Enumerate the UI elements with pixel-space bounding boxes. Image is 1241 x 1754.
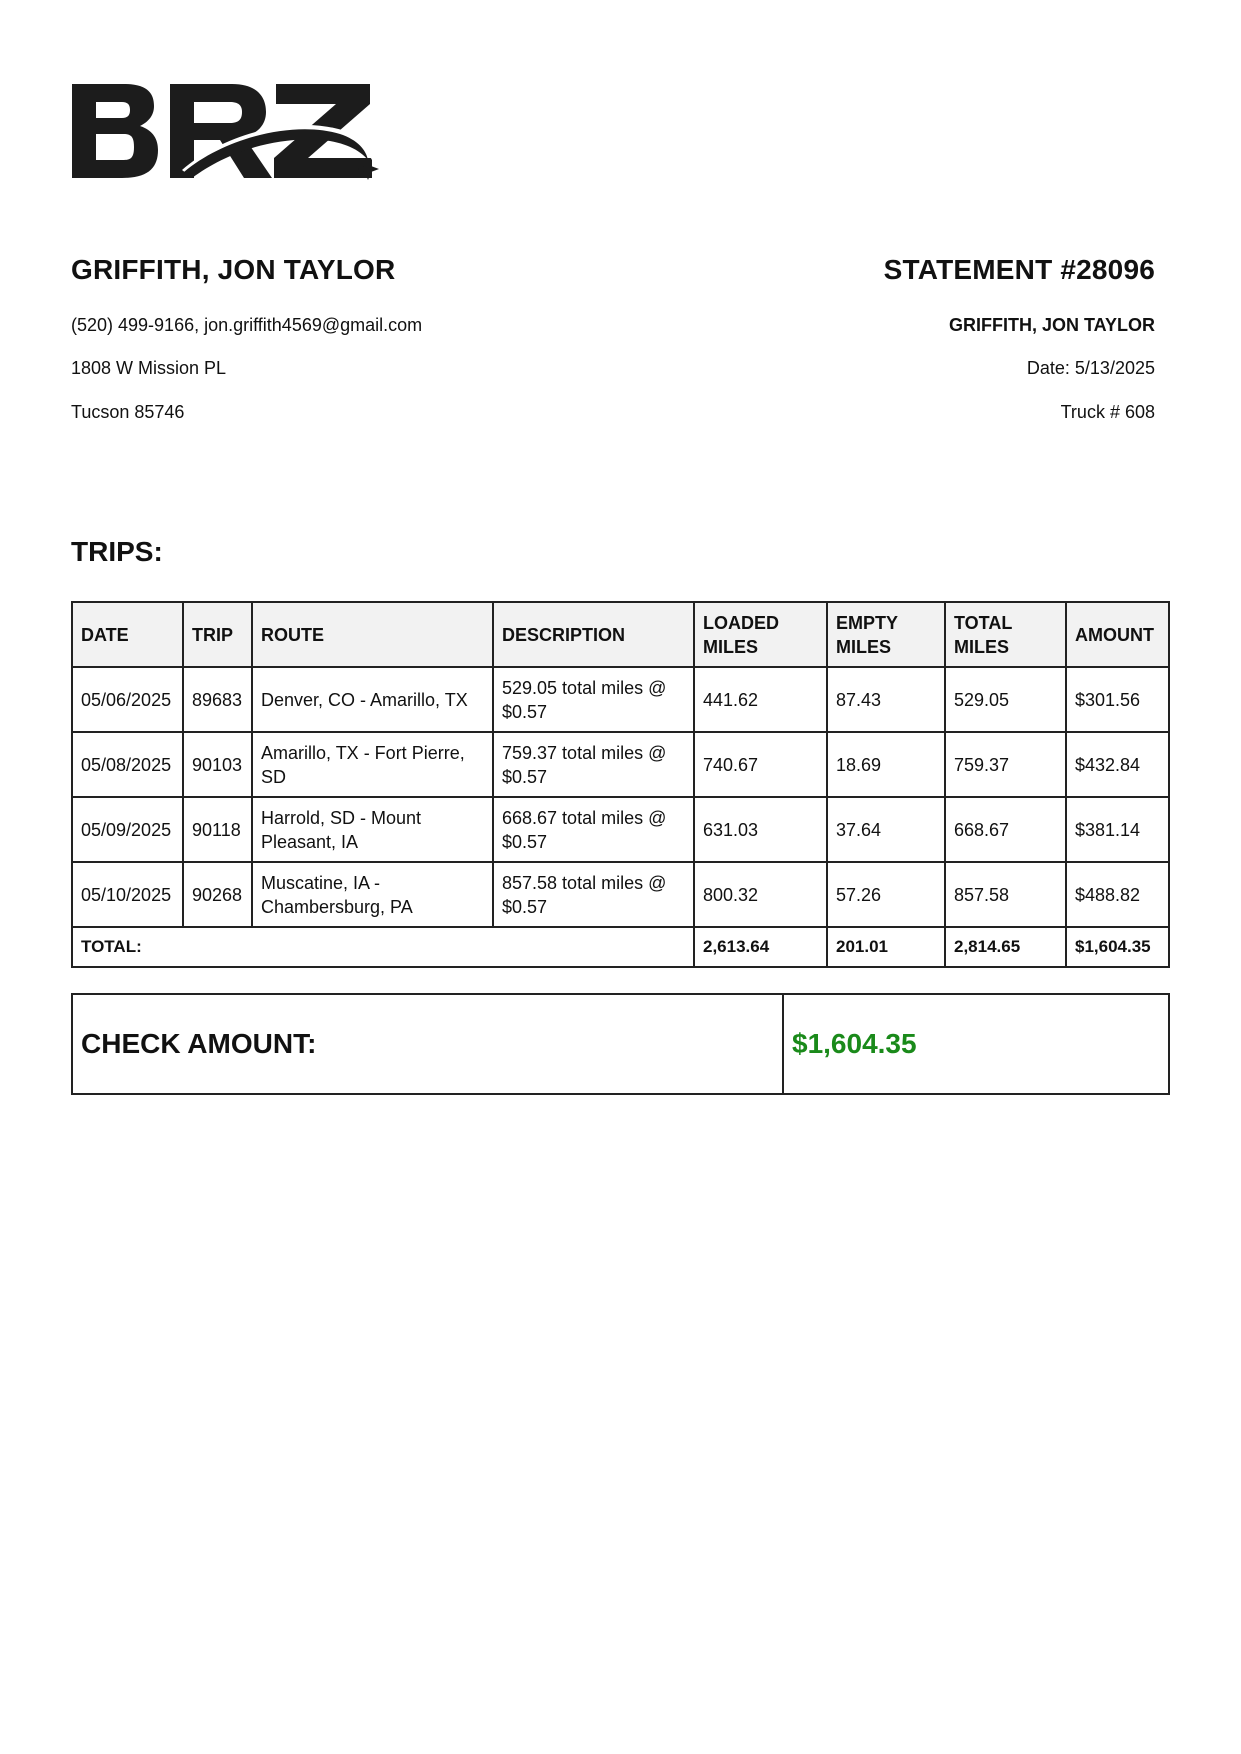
- cell-date: 05/08/2025: [72, 732, 183, 797]
- total-loaded-miles: 2,613.64: [694, 927, 827, 967]
- cell-description: 857.58 total miles @ $0.57: [493, 862, 694, 927]
- cell-description: 668.67 total miles @ $0.57: [493, 797, 694, 862]
- cell-total-miles: 529.05: [945, 667, 1066, 732]
- cell-date: 05/09/2025: [72, 797, 183, 862]
- header-description: DESCRIPTION: [493, 602, 694, 667]
- cell-description: 529.05 total miles @ $0.57: [493, 667, 694, 732]
- table-row: [72, 862, 1169, 927]
- statement-title: STATEMENT #28096: [883, 254, 1155, 285]
- cell-route: Harrold, SD - Mount Pleasant, IA: [252, 797, 493, 862]
- table-header-row: [72, 602, 1169, 667]
- cell-trip: 90103: [183, 732, 252, 797]
- table-row: [72, 732, 1169, 797]
- cell-total-miles: 857.58: [945, 862, 1066, 927]
- cell-loaded-miles: 631.03: [694, 797, 827, 862]
- table-total-row: [72, 927, 1169, 967]
- cell-total-miles: 668.67: [945, 797, 1066, 862]
- cell-loaded-miles: 740.67: [694, 732, 827, 797]
- header-loaded-miles: LOADED MILES: [694, 602, 827, 667]
- header-date: DATE: [72, 602, 183, 667]
- cell-amount: $381.14: [1066, 797, 1169, 862]
- trips-heading: TRIPS:: [71, 536, 163, 567]
- cell-date: 05/06/2025: [72, 667, 183, 732]
- table-row: [72, 797, 1169, 862]
- total-amount: $1,604.35: [1066, 927, 1169, 967]
- driver-contact: (520) 499-9166, jon.griffith4569@gmail.com: [71, 315, 423, 335]
- trips-table: [71, 601, 1170, 968]
- cell-trip: 89683: [183, 667, 252, 732]
- table-row: [72, 667, 1169, 732]
- cell-route: Denver, CO - Amarillo, TX: [252, 667, 493, 732]
- check-amount-box: [71, 993, 1170, 1095]
- header-empty-miles: EMPTY MILES: [827, 602, 945, 667]
- cell-description: 759.37 total miles @ $0.57: [493, 732, 694, 797]
- total-label: TOTAL:: [72, 927, 694, 967]
- cell-amount: $301.56: [1066, 667, 1169, 732]
- cell-route: Muscatine, IA - Chambersburg, PA: [252, 862, 493, 927]
- header-route: ROUTE: [252, 602, 493, 667]
- statement-date: Date: 5/13/2025: [1026, 358, 1155, 378]
- statement-truck: Truck # 608: [1060, 402, 1155, 422]
- cell-empty-miles: 18.69: [827, 732, 945, 797]
- driver-name: GRIFFITH, JON TAYLOR: [71, 254, 396, 285]
- cell-loaded-miles: 441.62: [694, 667, 827, 732]
- cell-empty-miles: 87.43: [827, 667, 945, 732]
- total-total-miles: 2,814.65: [945, 927, 1066, 967]
- check-amount-label: CHECK AMOUNT:: [72, 994, 783, 1094]
- total-empty-miles: 201.01: [827, 927, 945, 967]
- statement-info: [595, 252, 1155, 422]
- cell-date: 05/10/2025: [72, 862, 183, 927]
- driver-info: [71, 252, 631, 422]
- driver-address-line1: 1808 W Mission PL: [71, 358, 227, 378]
- cell-empty-miles: 57.26: [827, 862, 945, 927]
- header-amount: AMOUNT: [1066, 602, 1169, 667]
- driver-address-line2: Tucson 85746: [71, 402, 185, 422]
- company-logo: [72, 80, 382, 192]
- header-trip: TRIP: [183, 602, 252, 667]
- header-total-miles: TOTAL MILES: [945, 602, 1066, 667]
- cell-amount: $488.82: [1066, 862, 1169, 927]
- cell-trip: 90268: [183, 862, 252, 927]
- cell-trip: 90118: [183, 797, 252, 862]
- check-amount-value: $1,604.35: [783, 994, 1169, 1094]
- cell-route: Amarillo, TX - Fort Pierre, SD: [252, 732, 493, 797]
- cell-loaded-miles: 800.32: [694, 862, 827, 927]
- statement-name: GRIFFITH, JON TAYLOR: [948, 315, 1155, 335]
- cell-empty-miles: 37.64: [827, 797, 945, 862]
- cell-amount: $432.84: [1066, 732, 1169, 797]
- cell-total-miles: 759.37: [945, 732, 1066, 797]
